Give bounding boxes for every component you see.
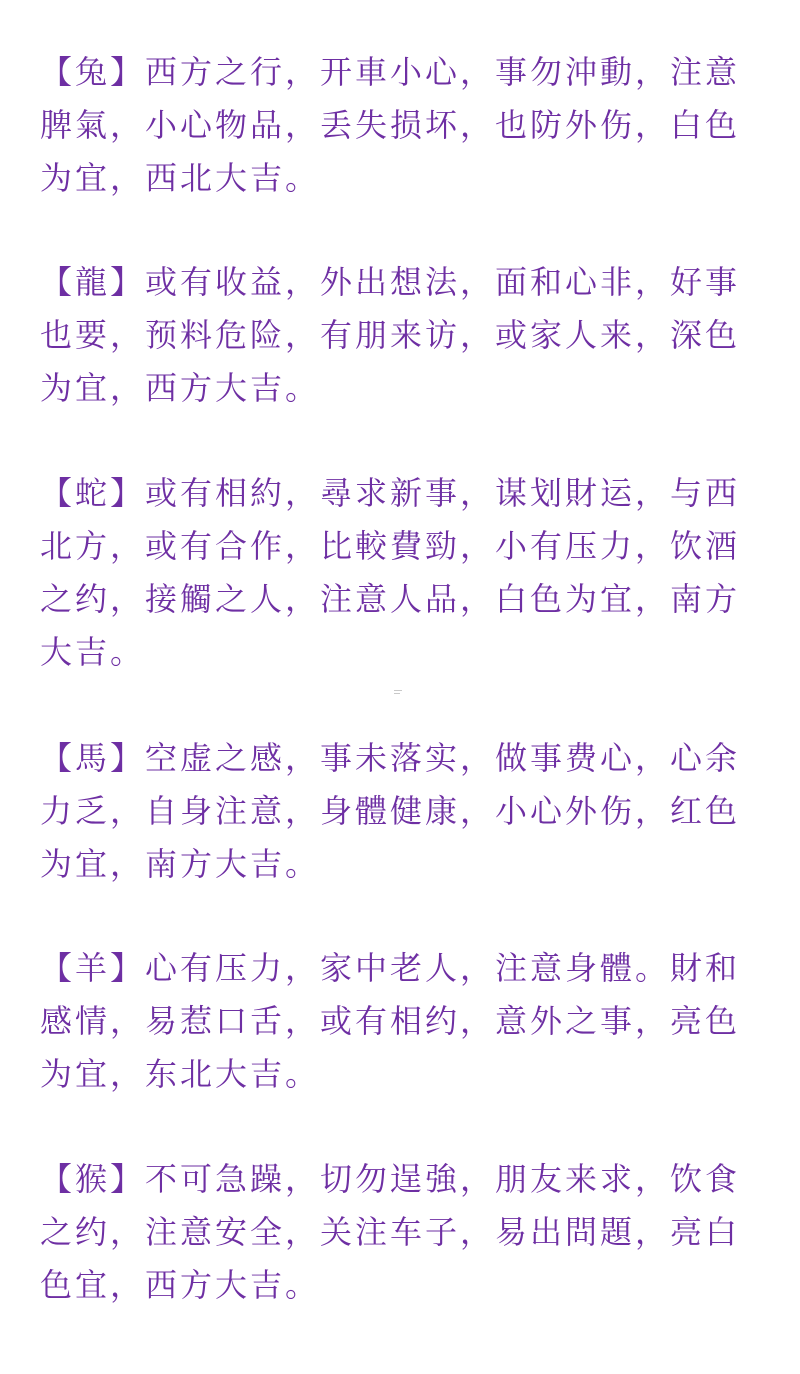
rabbit-forecast-paragraph: 【兔】西方之行，开車小心，事勿沖動，注意脾氣，小心物品，丢失损坏，也防外伤，白色为宜，西北大吉。 bbox=[40, 53, 741, 197]
snake-forecast-paragraph: 【蛇】或有相約，尋求新事，谋划財运，与西北方，或有合作，比較費勁，小有压力，饮酒之约，接觸之人，注意人品，白色为宜，南方大吉。 bbox=[40, 474, 741, 671]
monkey-forecast-paragraph: 【猴】不可急躁，切勿逞強，朋友来求，饮食之约，注意安全，关注车子，易出問題，亮白色宜，西方大吉。 bbox=[40, 1160, 741, 1304]
horse-forecast-paragraph: 【馬】空虚之感，事未落实，做事费心，心余力乏，自身注意，身體健康，小心外伤，红色为宜，南方大吉。 bbox=[40, 739, 741, 883]
dragon-forecast-paragraph: 【龍】或有收益，外出想法，面和心非，好事也要，预料危险，有朋来访，或家人来，深色为宜，西方大吉。 bbox=[40, 263, 741, 407]
goat-forecast-paragraph: 【羊】心有压力，家中老人，注意身體。財和感情，易惹口舌，或有相约，意外之事，亮色为宜，东北大吉。 bbox=[40, 949, 741, 1093]
divider-speck bbox=[394, 690, 402, 695]
